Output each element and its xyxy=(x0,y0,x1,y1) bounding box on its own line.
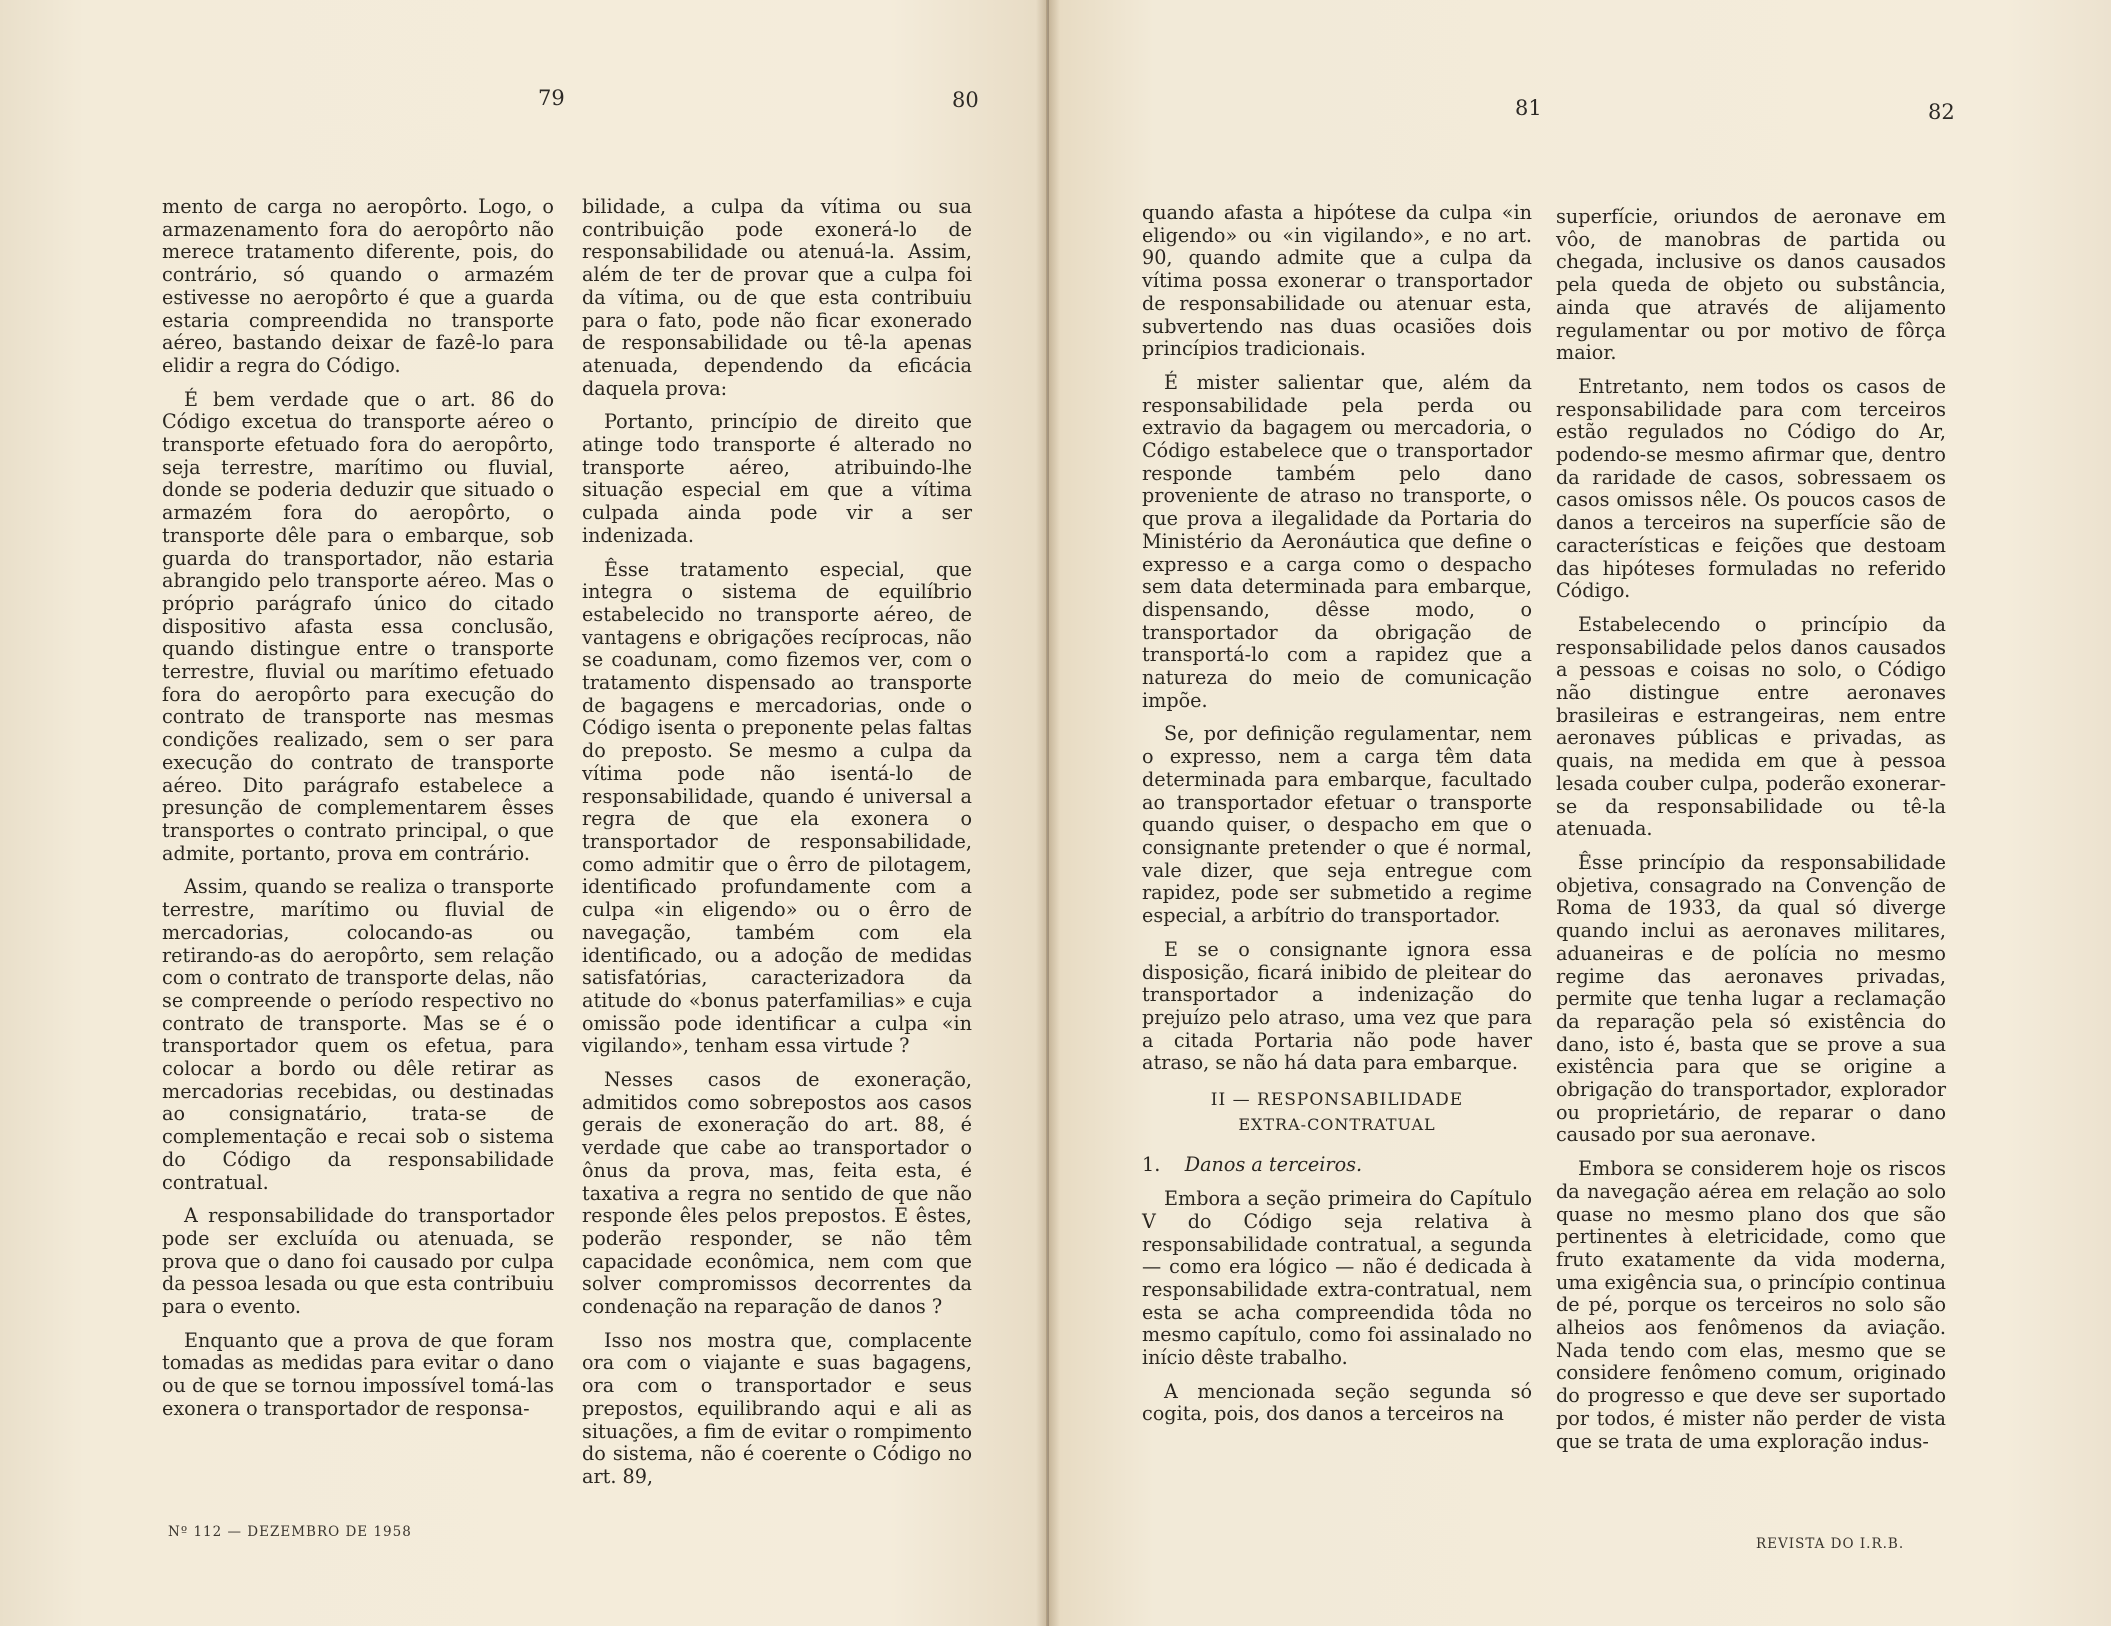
paragraph: É bem verdade que o art. 86 do Código excetua do transporte aéreo o transporte efetuado fora do aeropôrto, seja terrestre, marítimo ou fluvial, donde se poderia deduzir que situado o armazém fora do aeropôrto, o transporte dêle para o embarque, sob guarda do transportador, não estaria abrangido pelo transporte aéreo. Mas o próprio parágrafo único do citado dispositivo afasta essa conclusão, quando distingue entre o transporte terrestre, fluvial ou marítimo efetuado fora do aeropôrto para execução do contrato de transporte nas mesmas condições realizado, sem o ser para execução do contrato de transporte aéreo. Dito parágrafo estabelece a presunção de complementarem êsses transportes o contrato principal, o que admite, portanto, prova em contrário. xyxy=(162,387,554,865)
column-page-80 xyxy=(582,196,972,1500)
paragraph: É mister salientar que, além da responsabilidade pela perda ou extravio da bagagem ou mercadoria, o Código estabelece que o transportador responde também pelo dano proveniente de atraso no transporte, o que prova a ilegalidade da Portaria do Ministério da Aeronáutica que define o expresso e a carga como o despacho sem data determinada para embarque, dispensando, dêsse modo, o transportador da obrigação de transportá-lo com a rapidez que a natureza do meio de comunicação impõe. xyxy=(1142,370,1532,712)
page-number-81: 81 xyxy=(1515,96,1542,120)
paragraph: E se o consignante ignora essa disposição, ficará inibido de pleitear do transportador a indenização do prejuízo pelo atraso, uma vez que para a citada Portaria não pode haver atraso, se não há data para embarque. xyxy=(1142,937,1532,1075)
book-gutter xyxy=(1036,0,1060,1626)
page-number-79: 79 xyxy=(538,86,565,110)
section-heading: II — RESPONSABILIDADE xyxy=(1210,1090,1464,1111)
paragraph: Entretanto, nem todos os casos de responsabilidade para com terceiros estão regulados no Código do Ar, podendo-se mesmo afirmar que, dentro da raridade de casos, sobressaem os casos omissos nêle. Os poucos casos de danos a terceiros na superfície são de características e feições que destoam das hipóteses formuladas no referido Código. xyxy=(1556,374,1946,603)
paragraph: A responsabilidade do transportador pode ser excluída ou atenuada, se prova que o dano foi causado por culpa da pessoa lesada ou que esta contribuiu para o evento. xyxy=(162,1204,554,1319)
paragraph: A mencionada seção segunda só cogita, pois, dos danos a terceiros na xyxy=(1142,1379,1532,1426)
item-number: 1. xyxy=(1142,1153,1161,1177)
paragraph: Embora a seção primeira do Capítulo V do Código seja relativa à responsabilidade contratual, a segunda — como era lógico — não é dedicada à responsabilidade extra-contratual, nem esta se acha compreendida tôda no mesmo capítulo, como foi assinalado no início dêste trabalho. xyxy=(1142,1187,1532,1370)
page-number-80: 80 xyxy=(952,88,979,112)
paragraph: Isso nos mostra que, complacente ora com o viajante e suas bagagens, ora com o transportador e seus prepostos, equilibrando aqui e ali as situações, a fim de evitar o rompimento do sistema, não é coerente o Código no art. 89, xyxy=(582,1328,972,1488)
paragraph: Portanto, princípio de direito que atinge todo transporte é alterado no transporte aéreo, atribuindo-lhe situação especial em que a vítima culpada ainda pode vir a ser indenizada. xyxy=(582,410,972,547)
paragraph: Assim, quando se realiza o transporte terrestre, marítimo ou fluvial de mercadorias, colocando-as ou retirando-as do aeropôrto, sem relação com o contrato de transporte delas, não se compreende o período respectivo no contrato de transporte. Mas se é o transportador quem os efetua, para colocar a bordo ou dêle retirar as mercadorias recebidas, ou destinadas ao consignatário, trata-se de complementação e recai sob o sistema do Código da responsabilidade contratual. xyxy=(162,875,554,1194)
column-page-81 xyxy=(1142,202,1532,1437)
footer-issue: Nº 112 — DEZEMBRO DE 1958 xyxy=(168,1524,412,1540)
paragraph: Êsse tratamento especial, que integra o sistema de equilíbrio estabelecido no transporte aéreo, de vantagens e obrigações recíprocas, não se coadunam, como fizemos ver, com o tratamento dispensado ao transporte de bagagens e mercadorias, onde o Código isenta o preponente pelas faltas do preposto. Se mesmo a culpa da vítima pode não isentá-lo de responsabilidade, quando é universal a regra de que ela exonera o transportador de responsabilidade, como admitir que o êrro de pilotagem, identificado profundamente com a culpa «in eligendo» ou o êrro de navegação, também com ela identificado, ou a adoção de medidas satisfatórias, caracterizadora da atitude do «bonus paterfamilias» e cuja omissão pode identificar a culpa «in vigilando», tenham essa virtude ? xyxy=(582,557,972,1058)
paragraph: quando afasta a hipótese da culpa «in eligendo» ou «in vigilando», e no art. 90, quando admite que a culpa da vítima possa exonerar o transportador de responsabilidade ou atenuar esta, subvertendo nas duas ocasiões dois princípios tradicionais. xyxy=(1142,201,1532,361)
paragraph: mento de carga no aeropôrto. Logo, o armazenamento fora do aeropôrto não merece tratamento diferente, pois, do contrário, só quando o armazém estivesse no aeropôrto é que a guarda estaria compreendida no transporte aéreo, bastando deixar de fazê-lo para elidir a regra do Código. xyxy=(162,195,554,377)
item-heading xyxy=(1142,1154,1532,1177)
paragraph: Se, por definição regulamentar, nem o expresso, nem a carga têm data determinada para embarque, facultado ao transportador efetuar o transporte quando quiser, o despacho em que o consignante pretender o que é normal, vale dizer, que seja entregue com rapidez, pode ser submetido a regime especial, a arbítrio do transportador. xyxy=(1142,722,1532,928)
paragraph: Embora se considerem hoje os riscos da navegação aérea em relação ao solo quase no mesmo plano dos que são pertinentes à eletricidade, como que fruto exatamente da vida moderna, uma exigência sua, o princípio continua de pé, porque os terceiros no solo são alheios aos fenômenos da aviação. Nada tendo com elas, mesmo que se considere fenômeno comum, originado do progresso e que deve ser suportado por todos, é mister não perder de vista que se trata de uma exploração indus- xyxy=(1556,1157,1946,1453)
footer-journal: REVISTA DO I.R.B. xyxy=(1756,1536,1905,1552)
paragraph: Enquanto que a prova de que foram tomadas as medidas para evitar o dano ou de que se tornou impossível tomá-las exonera o transportador de responsa- xyxy=(162,1328,554,1420)
column-page-82 xyxy=(1556,206,1946,1464)
paragraph: Nesses casos de exoneração, admitidos como sobrepostos aos casos gerais de exoneração do art. 88, é verdade que cabe ao transportador o ônus da prova, mas, feita esta, é taxativa a regra no sentido de que não responde êles pelos prepostos. E êstes, poderão responder, se não têm capacidade econômica, nem com que solver compromissos decorrentes da condenação na reparação de danos ? xyxy=(582,1068,972,1319)
paragraph: Estabelecendo o princípio da responsabilidade pelos danos causados a pessoas e coisas no solo, o Código não distingue entre aeronaves brasileiras e estrangeiras, nem entre aeronaves públicas e privadas, as quais, na medida em que à pessoa lesada couber culpa, poderão exonerar-se da responsabilidade ou tê-la atenuada. xyxy=(1556,612,1946,841)
paragraph: bilidade, a culpa da vítima ou sua contribuição pode exonerá-lo de responsabilidade ou atenuá-la. Assim, além de ter de provar que a culpa foi da vítima, ou de que esta contribuiu para o fato, pode não ficar exonerado de responsabilidade ou tê-la apenas atenuada, dependendo da eficácia daquela prova: xyxy=(582,195,972,400)
section-subheading: EXTRA-CONTRATUAL xyxy=(1238,1114,1436,1134)
paragraph: superfície, oriundos de aeronave em vôo, de manobras de partida ou chegada, inclusive os danos causados pela queda de objeto ou substância, ainda que através de alijamento regulamentar ou por motivo de fôrça maior. xyxy=(1556,205,1946,365)
page-number-82: 82 xyxy=(1928,100,1955,124)
paragraph: Êsse princípio da responsabilidade objetiva, consagrado na Convenção de Roma de 1933, da qual só diverge quando inclui as aeronaves militares, aduaneiras e de polícia no mesmo regime das aeronaves privadas, permite que tenha lugar a reclamação da reparação pela só existência do dano, isto é, basta que se prove a sua existência para que se origine a obrigação do transportador, explorador ou proprietário, de reparar o dano causado por sua aeronave. xyxy=(1556,850,1946,1147)
item-title: Danos a terceiros. xyxy=(1184,1153,1363,1177)
column-page-79 xyxy=(162,196,554,1432)
